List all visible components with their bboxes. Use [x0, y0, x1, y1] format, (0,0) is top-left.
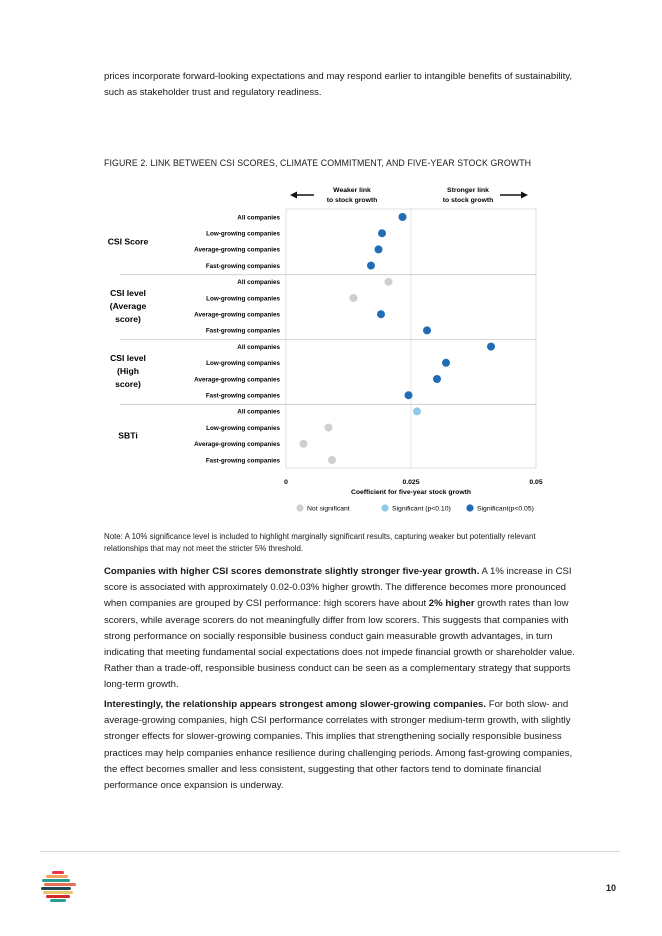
legend-swatch: [296, 504, 303, 511]
weaker-annotation-line2: to stock growth: [326, 197, 378, 204]
row-label: Low-growing companies: [206, 295, 280, 303]
legend-label: Significant (p<0.10): [392, 505, 451, 513]
paragraph-lead: Companies with higher CSI scores demonstrate slightly stronger five-year growth.: [104, 566, 480, 577]
paragraph-text: A 1% increase in CSI score is associated with approximately 0.02-0.03% higher growth. The difference becomes more pronounced when companies are grouped by CSI performance: high scorers have about: [104, 566, 572, 610]
paragraph-slower-growing: [104, 697, 580, 794]
group-label: SBTi: [118, 430, 138, 441]
row-label: Low-growing companies: [206, 360, 280, 368]
data-point: [328, 456, 336, 464]
legend-label: Significant(p<0.05): [477, 505, 534, 513]
weaker-annotation-line1: Weaker link: [333, 187, 371, 194]
figure-note: Note: A 10% significance level is included to highlight marginally significant results, capturing weaker but potentially relevant relationships that may not meet the stricter 5% threshold.: [104, 532, 536, 553]
data-point: [442, 359, 450, 367]
page-number: 10: [606, 883, 617, 893]
group-label: score): [115, 314, 141, 325]
figure-title: FIGURE 2. LINK BETWEEN CSI SCORES, CLIMATE COMMITMENT, AND FIVE-YEAR STOCK GROWTH: [104, 158, 532, 168]
data-point: [378, 229, 386, 237]
intro-paragraph: prices incorporate forward-looking expectations and may respond earlier to intangible benefits of sustainability, such as stakeholder trust and regulatory readiness.: [104, 71, 573, 99]
paragraph-csi-growth: [104, 564, 580, 694]
group-label: CSI level: [110, 352, 146, 363]
row-label: Average-growing companies: [194, 376, 280, 384]
data-point: [377, 310, 385, 318]
row-label: Average-growing companies: [194, 311, 280, 319]
x-tick-label: 0: [284, 479, 288, 486]
legend-swatch: [381, 504, 388, 511]
row-label: Average-growing companies: [194, 441, 280, 449]
data-point: [300, 440, 308, 448]
row-label: All companies: [237, 343, 280, 351]
x-tick-label: 0.05: [529, 479, 543, 486]
x-tick-label: 0.025: [402, 479, 420, 486]
data-point: [367, 262, 375, 270]
emphasis-text: 2% higher: [428, 598, 475, 610]
legend-swatch: [466, 504, 473, 511]
row-label: Low-growing companies: [206, 424, 280, 432]
data-point: [433, 375, 441, 383]
x-axis-label: Coefficient for five-year stock growth: [350, 489, 472, 496]
group-label: (High: [117, 365, 139, 376]
row-label: All companies: [237, 408, 280, 416]
weaker-arrow-icon: [290, 192, 314, 199]
data-point: [487, 343, 495, 351]
group-label: (Average: [109, 301, 147, 312]
paragraph-text: growth rates than low scorers, while average scorers do not meaningfully differ from low scorers. This suggests that companies with strong performance on socially responsible business conduct gain measurable growth advantages, in turn indicating that meeting fundamental social expectations does not impede financial growth or shareholder value. Rather than a trade-off, responsible business conduct can be seen as a complementary strategy that supports long-term growth.: [104, 598, 575, 691]
data-point: [350, 294, 358, 302]
row-label: Low-growing companies: [206, 230, 280, 238]
csi-dot-plot: [104, 178, 580, 518]
group-label: CSI Score: [107, 236, 149, 247]
paragraph-lead: Interestingly, the relationship appears strongest among slower-growing companies.: [104, 699, 487, 710]
stronger-annotation-line1: Stronger link: [447, 187, 489, 194]
data-point: [405, 391, 413, 399]
data-point: [399, 213, 407, 221]
row-label: Fast-growing companies: [205, 392, 280, 400]
data-point: [325, 424, 333, 432]
row-label: Fast-growing companies: [205, 327, 280, 335]
data-point: [375, 245, 383, 253]
data-point: [423, 326, 431, 334]
data-point: [385, 278, 393, 286]
paragraph-text: For both slow- and average-growing companies, high CSI performance correlates with stronger medium-term growth, with slightly stronger effects for slower-growing companies. This implies that strengthening socially responsible business practices may help companies enhance resilience during challenging periods. Among fast-growing companies, the effect becomes smaller and less consistent, suggesting that other factors tend to dominate financial performance once expansion is underway.: [104, 699, 573, 792]
footer-divider: [40, 851, 620, 852]
legend-label: Not significant: [307, 505, 350, 513]
stronger-arrow-icon: [500, 192, 528, 199]
group-label: CSI level: [110, 288, 146, 299]
row-label: All companies: [237, 279, 280, 287]
row-label: Average-growing companies: [194, 246, 280, 254]
row-label: Fast-growing companies: [205, 262, 280, 270]
stronger-annotation-line2: to stock growth: [442, 197, 494, 204]
brand-logo-icon: [40, 870, 78, 906]
row-label: Fast-growing companies: [205, 457, 280, 465]
row-label: All companies: [237, 214, 280, 222]
group-label: score): [115, 378, 141, 389]
data-point: [413, 407, 421, 415]
